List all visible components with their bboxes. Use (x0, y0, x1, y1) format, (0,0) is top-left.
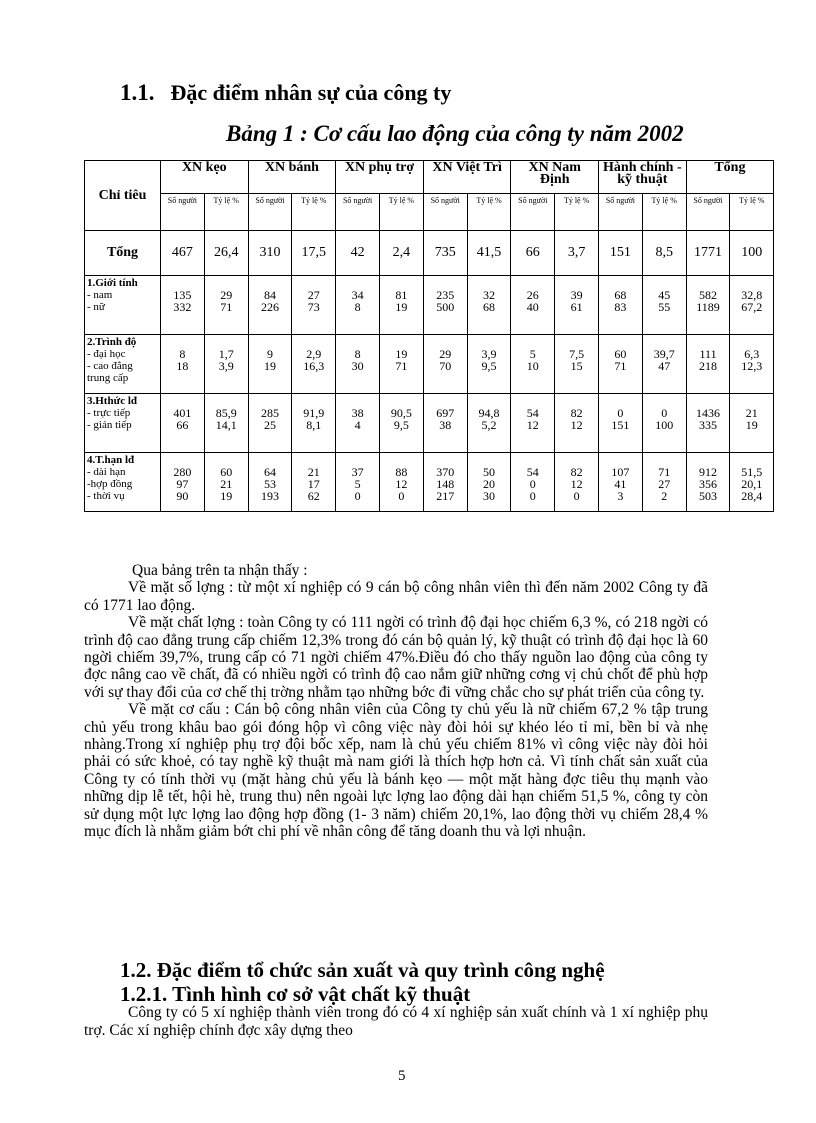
cell-value: 32 (483, 288, 495, 302)
cell-value: 30 (351, 359, 364, 373)
row-line: - cao đẳng trung cấp (87, 360, 133, 384)
data-cell (161, 276, 205, 335)
data-cell (642, 276, 686, 335)
row-title: 4.T.hạn lđ (87, 454, 135, 466)
data-cell (204, 335, 248, 394)
cell-value: 111 (699, 347, 717, 361)
cell-value: 107 (611, 465, 630, 479)
data-cell (248, 453, 292, 512)
data-cell (292, 335, 336, 394)
section-heading-2 (120, 958, 605, 1006)
data-cell (642, 394, 686, 453)
row-title: 1.Giới tính (87, 277, 138, 289)
data-cell (423, 394, 467, 453)
cell-value: 7,5 (569, 347, 585, 361)
row-title: 2.Trình độ (87, 336, 137, 348)
total-value: 42 (336, 231, 380, 276)
cell-value: 73 (307, 300, 320, 314)
data-cell (380, 335, 424, 394)
cell-value: 20 (483, 477, 495, 491)
row-line: - đại học (87, 348, 126, 360)
sub-header-cell: Tỷ lệ % (730, 194, 774, 231)
data-cell (423, 335, 467, 394)
cell-value: 0 (617, 406, 624, 420)
data-cell (511, 394, 555, 453)
data-cell (599, 335, 643, 394)
row-line: -hợp đồng (87, 478, 133, 490)
cell-value: 6,3 (744, 347, 760, 361)
cell-value: 4 (354, 418, 361, 432)
data-cell (555, 394, 599, 453)
total-label: Tổng (85, 231, 161, 276)
table-row (85, 394, 774, 453)
cell-value: 582 (699, 288, 717, 302)
cell-value: 218 (699, 359, 717, 373)
total-value: 17,5 (292, 231, 336, 276)
data-cell (511, 335, 555, 394)
cell-value: 45 (658, 288, 671, 302)
cell-value: 66 (176, 418, 189, 432)
group-header: XN bánh (248, 161, 336, 194)
cell-value: 0 (354, 489, 361, 503)
table-caption: Bảng 1 : Cơ cấu lao động của công ty năm 2002 (226, 121, 684, 146)
cell-value: 9,5 (393, 418, 409, 432)
cell-value: 60 (614, 347, 627, 361)
cell-value: 2,9 (306, 347, 322, 361)
data-cell (336, 335, 380, 394)
data-cell (730, 335, 774, 394)
cell-value: 14,1 (215, 418, 237, 432)
cell-value: 3,9 (481, 347, 497, 361)
group-header: Tổng (686, 161, 774, 194)
cell-value: 62 (307, 489, 320, 503)
cell-value: 151 (611, 418, 630, 432)
data-cell (292, 453, 336, 512)
cell-value: 26 (526, 288, 539, 302)
cell-value: 19 (395, 300, 408, 314)
cell-value: 135 (173, 288, 192, 302)
cell-value: 68 (614, 288, 627, 302)
cell-value: 71 (220, 300, 233, 314)
cell-value: 697 (436, 406, 455, 420)
data-cell (292, 394, 336, 453)
total-value: 8,5 (642, 231, 686, 276)
sub-header-cell: Tỷ lệ % (380, 194, 424, 231)
row-line: - nữ (87, 301, 105, 313)
total-value: 100 (730, 231, 774, 276)
data-cell (336, 394, 380, 453)
cell-value: 148 (436, 477, 455, 491)
data-cell (599, 276, 643, 335)
cell-value: 54 (526, 465, 539, 479)
cell-value: 5,2 (481, 418, 497, 432)
cell-value: 12,3 (741, 359, 763, 373)
cell-value: 27 (307, 288, 320, 302)
cell-value: 97 (176, 477, 189, 491)
data-cell (292, 276, 336, 335)
cell-value: 0 (529, 489, 536, 503)
cell-value: 19 (220, 489, 233, 503)
row-line: - dài hạn (87, 466, 126, 478)
cell-value: 3 (617, 489, 624, 503)
cell-value: 85,9 (215, 406, 237, 420)
group-header: XN Nam Định (511, 161, 599, 194)
data-cell (161, 394, 205, 453)
table-row (85, 453, 774, 512)
page-number: 5 (398, 1068, 406, 1084)
row-label (85, 276, 161, 335)
cell-value: 356 (699, 477, 717, 491)
cell-value: 3,9 (218, 359, 234, 373)
sub-header-cell: Số người (599, 194, 643, 231)
cell-value: 90,5 (390, 406, 412, 420)
cell-value: 17 (307, 477, 320, 491)
cell-value: 29 (439, 347, 452, 361)
sub-header-cell: Tỷ lệ % (292, 194, 336, 231)
cell-value: 38 (439, 418, 452, 432)
cell-value: 1,7 (218, 347, 234, 361)
paragraph: Về mặt chất lợng : toàn Công ty có 111 ngời có trình độ đại học chiếm 6,3 %, có 218 ngời có trình độ cao đẳng trung cấp chiếm 12,3% trong đó cán bộ quản lý, kỹ thuật có trình độ đại học là 60 ngời chiếm 39,7%, trung cấp có 71 ngời chiếm 47%.Điều đó cho thấy nguồn lao động của công ty đợc nâng cao về chất, đã có nhiều ngời có trình độ cao nắm giữ những cơng vị chủ chốt để phù hợp với sự thay đổi của cơ chế thị trờng nhằm tạo những bớc đi vững chắc cho sự phát triển của công ty. (84, 614, 708, 701)
total-value: 1771 (686, 231, 730, 276)
cell-value: 9 (267, 347, 273, 361)
cell-value: 81 (395, 288, 408, 302)
cell-value: 91,9 (303, 406, 325, 420)
total-value: 2,4 (380, 231, 424, 276)
cell-value: 19 (745, 418, 758, 432)
cell-value: 40 (526, 300, 539, 314)
total-value: 467 (161, 231, 205, 276)
subsection-title: 1.2.1. Tình hình cơ sở vật chất kỹ thuật (120, 982, 471, 1006)
cell-value: 8,1 (306, 418, 322, 432)
cell-value: 29 (220, 288, 233, 302)
cell-value: 19 (264, 359, 276, 373)
cell-value: 1189 (696, 300, 720, 314)
cell-value: 82 (570, 465, 583, 479)
cell-value: 39 (570, 288, 583, 302)
cell-value: 9,5 (481, 359, 497, 373)
data-cell (380, 394, 424, 453)
sub-header-cell: Số người (336, 194, 380, 231)
cell-value: 5 (529, 347, 536, 361)
data-cell (423, 276, 467, 335)
data-cell (248, 276, 292, 335)
paragraph: Công ty có 5 xí nghiệp thành viên trong đó có 4 xí nghiệp sản xuất chính và 1 xí nghiệp phụ trợ. Các xí nghiệp chính đợc xây dựng theo (84, 1004, 708, 1039)
labor-structure-table (84, 160, 774, 512)
cell-value: 88 (395, 465, 408, 479)
data-cell (642, 335, 686, 394)
data-cell (204, 394, 248, 453)
data-cell (555, 335, 599, 394)
cell-value: 70 (439, 359, 452, 373)
section-title: Đặc điểm nhân sự của công ty (170, 80, 452, 105)
cell-value: 12 (570, 418, 583, 432)
cell-value: 71 (614, 359, 627, 373)
total-value: 151 (599, 231, 643, 276)
cell-value: 100 (655, 418, 674, 432)
row-line: - nam (87, 289, 113, 301)
sub-header-cell: Số người (248, 194, 292, 231)
data-cell (161, 453, 205, 512)
cell-value: 912 (699, 465, 717, 479)
cell-value: 193 (261, 489, 279, 503)
cell-value: 2 (661, 489, 668, 503)
table-row (85, 335, 774, 394)
sub-header-row (85, 194, 774, 231)
data-cell (555, 453, 599, 512)
sub-header-cell: Số người (686, 194, 730, 231)
cell-value: 41 (614, 477, 627, 491)
group-header: XN kẹo (161, 161, 249, 194)
cell-value: 401 (173, 406, 192, 420)
cell-value: 280 (173, 465, 192, 479)
data-cell (730, 276, 774, 335)
cell-value: 235 (436, 288, 455, 302)
data-cell (204, 276, 248, 335)
row-line: - gián tiếp (87, 419, 132, 431)
cell-value: 25 (264, 418, 276, 432)
cell-value: 94,8 (478, 406, 500, 420)
cell-value: 0 (573, 489, 580, 503)
total-value: 735 (423, 231, 467, 276)
sub-header-cell: Tỷ lệ % (204, 194, 248, 231)
cell-value: 15 (570, 359, 583, 373)
data-cell (686, 394, 730, 453)
cell-value: 10 (526, 359, 539, 373)
cell-value: 8 (354, 347, 361, 361)
cell-value: 60 (220, 465, 233, 479)
cell-value: 12 (570, 477, 583, 491)
data-cell (161, 335, 205, 394)
cell-value: 335 (699, 418, 717, 432)
group-header: XN Việt Trì (423, 161, 511, 194)
cell-value: 5 (354, 477, 361, 491)
sub-header-cell: Số người (511, 194, 555, 231)
data-cell (511, 453, 555, 512)
cell-value: 83 (614, 300, 627, 314)
data-cell (599, 394, 643, 453)
paragraph: Qua bảng trên ta nhận thấy : (132, 562, 308, 579)
cell-value: 16,3 (303, 359, 325, 373)
data-cell (686, 335, 730, 394)
cell-value: 61 (570, 300, 583, 314)
cell-value: 12 (526, 418, 539, 432)
cell-value: 27 (658, 477, 671, 491)
cell-value: 32,8 (741, 288, 763, 302)
sub-header-cell: Tỷ lệ % (555, 194, 599, 231)
cell-value: 8 (179, 347, 186, 361)
data-cell (248, 394, 292, 453)
cell-value: 55 (658, 300, 671, 314)
data-cell (204, 453, 248, 512)
total-value: 26,4 (204, 231, 248, 276)
data-cell (248, 335, 292, 394)
cell-value: 34 (351, 288, 364, 302)
data-cell (686, 276, 730, 335)
cell-value: 37 (351, 465, 364, 479)
sub-header-cell: Số người (423, 194, 467, 231)
data-cell (686, 453, 730, 512)
cell-value: 21 (307, 465, 320, 479)
cell-value: 54 (526, 406, 539, 420)
row-header-cell: Chỉ tiêu (85, 161, 161, 231)
table-row (85, 276, 774, 335)
paragraph: Về mặt cơ cấu : Cán bộ công nhân viên của Công ty chủ yếu là nữ chiếm 67,2 % tập trung chủ yếu trong khâu bao gói đóng hộp vì công việc này đòi hỏi sự khéo léo tỉ mỉ, bền bỉ và nhẹ nhàng.Trong xí nghiệp phụ trợ đội bốc xếp, nam là chủ yếu chiếm 81% vì công việc này đòi hỏi phải có sức khoẻ, có tay nghề kỹ thuật mà nam giới là thích hợp hơn cả. Vì tính chất sản xuất của Công ty có tính thời vụ (mặt hàng chủ yếu là bánh kẹo — một mặt hàng đợc tiêu thụ mạnh vào những dịp lễ tết, hội hè, trung thu) nên ngoài lực lợng lao động dài hạn chiếm 51,5 %, công ty còn sử dụng một lực lợng lao động hợp đồng (1- 3 năm) chiếm 20,1%, lao động thời vụ chiếm 28,4 % mục đích là nhằm giảm bớt chi phí về nhân công để tăng doanh thu và lợi nhuận. (84, 701, 708, 841)
cell-value: 90 (176, 489, 189, 503)
cell-value: 28,4 (741, 489, 763, 503)
data-cell (599, 453, 643, 512)
data-cell (467, 335, 511, 394)
section-number: 1.1. (120, 80, 155, 105)
cell-value: 50 (483, 465, 495, 479)
cell-value: 53 (264, 477, 276, 491)
cell-value: 0 (529, 477, 536, 491)
cell-value: 18 (176, 359, 189, 373)
section2-text (84, 1004, 708, 1040)
row-title: 3.Hthức lđ (87, 395, 137, 407)
cell-value: 51,5 (741, 465, 763, 479)
data-cell (423, 453, 467, 512)
data-cell (380, 453, 424, 512)
cell-value: 21 (220, 477, 233, 491)
group-header: Hành chính - kỹ thuật (599, 161, 687, 194)
total-value: 41,5 (467, 231, 511, 276)
data-cell (336, 453, 380, 512)
section-title-2: 1.2. Đặc điểm tổ chức sản xuất và quy trình công nghệ (120, 958, 605, 982)
cell-value: 1436 (696, 406, 720, 420)
cell-value: 64 (264, 465, 276, 479)
sub-header-cell: Số người (161, 194, 205, 231)
cell-value: 38 (351, 406, 364, 420)
cell-value: 21 (745, 406, 758, 420)
data-cell (336, 276, 380, 335)
total-value: 3,7 (555, 231, 599, 276)
data-cell (730, 394, 774, 453)
cell-value: 39,7 (653, 347, 675, 361)
total-value: 66 (511, 231, 555, 276)
cell-value: 19 (395, 347, 408, 361)
data-cell (555, 276, 599, 335)
cell-value: 503 (699, 489, 717, 503)
cell-value: 285 (261, 406, 279, 420)
section-heading (120, 80, 451, 106)
cell-value: 71 (658, 465, 671, 479)
data-cell (511, 276, 555, 335)
cell-value: 217 (436, 489, 455, 503)
group-header: XN phụ trợ (336, 161, 424, 194)
body-text (84, 562, 708, 841)
data-cell (467, 453, 511, 512)
cell-value: 370 (436, 465, 455, 479)
cell-value: 0 (661, 406, 668, 420)
data-cell (642, 453, 686, 512)
cell-value: 332 (173, 300, 192, 314)
cell-value: 30 (483, 489, 495, 503)
row-label (85, 335, 161, 394)
cell-value: 226 (261, 300, 279, 314)
cell-value: 67,2 (741, 300, 763, 314)
cell-value: 82 (570, 406, 583, 420)
sub-header-cell: Tỷ lệ % (642, 194, 686, 231)
row-line: - trực tiếp (87, 407, 131, 419)
cell-value: 500 (436, 300, 455, 314)
paragraph: Về mặt số lợng : từ một xí nghiệp có 9 cán bộ công nhân viên thì đến năm 2002 Công ty đã có 1771 lao động. (84, 579, 708, 614)
cell-value: 20,1 (741, 477, 763, 491)
total-value: 310 (248, 231, 292, 276)
sub-header-cell: Tỷ lệ % (467, 194, 511, 231)
data-cell (467, 276, 511, 335)
data-cell (467, 394, 511, 453)
row-label (85, 453, 161, 512)
cell-value: 71 (395, 359, 408, 373)
row-line: - thời vụ (87, 490, 125, 502)
cell-value: 47 (658, 359, 671, 373)
cell-value: 12 (395, 477, 408, 491)
cell-value: 68 (483, 300, 495, 314)
data-cell (730, 453, 774, 512)
cell-value: 8 (354, 300, 361, 314)
data-cell (380, 276, 424, 335)
cell-value: 0 (398, 489, 405, 503)
row-label (85, 394, 161, 453)
total-row (85, 231, 774, 276)
cell-value: 84 (264, 288, 276, 302)
